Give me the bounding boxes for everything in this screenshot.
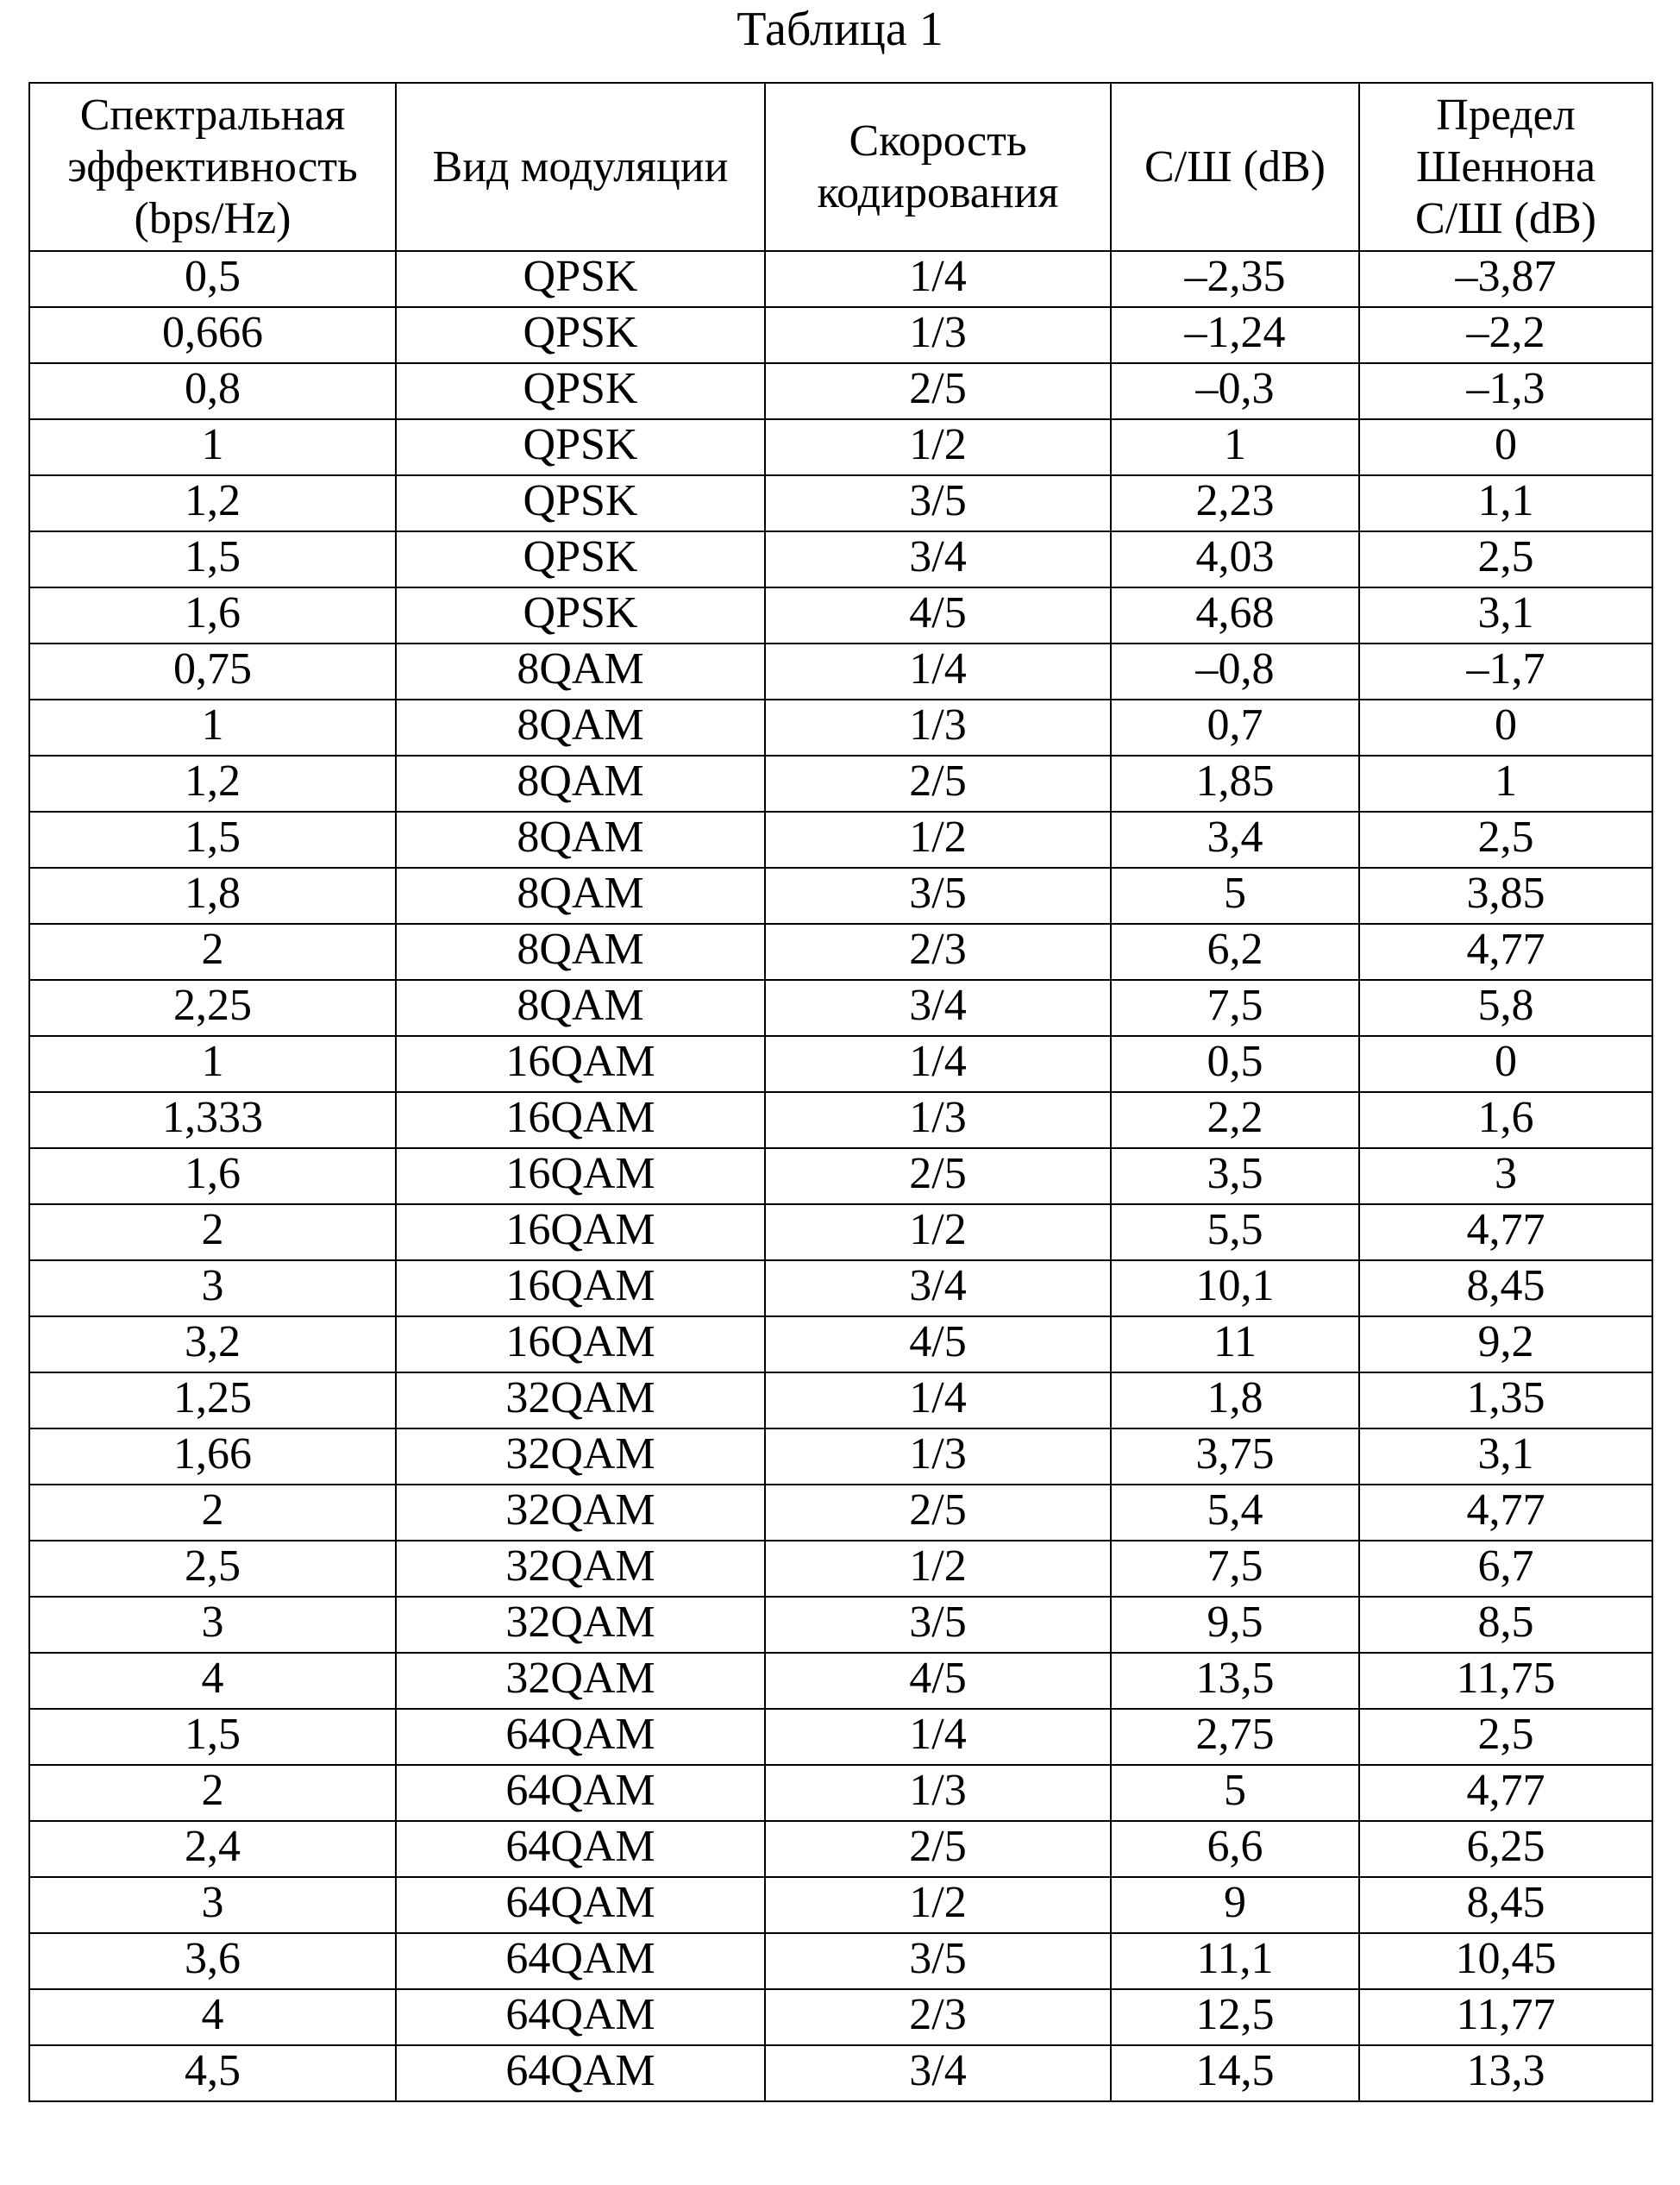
cell-spectral-efficiency: 1,25	[29, 1372, 396, 1428]
cell-spectral-efficiency: 0,8	[29, 363, 396, 419]
cell-shannon-limit: 0	[1359, 1036, 1652, 1092]
modulation-table	[28, 82, 1653, 2102]
cell-snr: 5,4	[1111, 1485, 1359, 1541]
table-row	[29, 419, 1652, 475]
header-line: Шеннона	[1415, 141, 1596, 192]
cell-spectral-efficiency: 0,75	[29, 644, 396, 700]
cell-snr: 13,5	[1111, 1653, 1359, 1709]
cell-modulation-type: 64QAM	[396, 1821, 765, 1877]
cell-shannon-limit: 3,85	[1359, 868, 1652, 924]
header-line: Вид модуляции	[432, 141, 729, 192]
cell-shannon-limit: 9,2	[1359, 1316, 1652, 1372]
cell-snr: 2,75	[1111, 1709, 1359, 1765]
cell-modulation-type: QPSK	[396, 363, 765, 419]
cell-code-rate: 2/5	[765, 1148, 1111, 1204]
table-row	[29, 1428, 1652, 1485]
cell-shannon-limit: 1,35	[1359, 1372, 1652, 1428]
cell-snr: –2,35	[1111, 251, 1359, 307]
cell-code-rate: 1/2	[765, 1204, 1111, 1260]
cell-snr: 3,4	[1111, 812, 1359, 868]
cell-shannon-limit: 10,45	[1359, 1933, 1652, 1989]
header-line: кодирования	[817, 167, 1059, 217]
cell-spectral-efficiency: 1,5	[29, 531, 396, 587]
table-row	[29, 251, 1652, 307]
cell-modulation-type: 32QAM	[396, 1372, 765, 1428]
table-row	[29, 531, 1652, 587]
cell-modulation-type: 8QAM	[396, 980, 765, 1036]
cell-modulation-type: 16QAM	[396, 1092, 765, 1148]
header-line: Предел	[1436, 90, 1576, 140]
cell-spectral-efficiency: 1	[29, 700, 396, 756]
cell-code-rate: 1/2	[765, 812, 1111, 868]
cell-modulation-type: QPSK	[396, 307, 765, 363]
cell-snr: 2,2	[1111, 1092, 1359, 1148]
table-row	[29, 980, 1652, 1036]
cell-spectral-efficiency: 3	[29, 1597, 396, 1653]
cell-spectral-efficiency: 2	[29, 1765, 396, 1821]
cell-snr: 5	[1111, 868, 1359, 924]
table-row	[29, 307, 1652, 363]
header-line: С/Ш (dB)	[1144, 141, 1326, 192]
cell-spectral-efficiency: 1,66	[29, 1428, 396, 1485]
cell-spectral-efficiency: 1,2	[29, 475, 396, 531]
cell-shannon-limit: –3,87	[1359, 251, 1652, 307]
cell-snr: 7,5	[1111, 980, 1359, 1036]
cell-snr: 5	[1111, 1765, 1359, 1821]
cell-code-rate: 1/3	[765, 1765, 1111, 1821]
cell-shannon-limit: 2,5	[1359, 1709, 1652, 1765]
cell-modulation-type: 64QAM	[396, 1989, 765, 2045]
cell-spectral-efficiency: 3	[29, 1877, 396, 1933]
cell-modulation-type: 32QAM	[396, 1485, 765, 1541]
cell-shannon-limit: 6,7	[1359, 1541, 1652, 1597]
table-row	[29, 1653, 1652, 1709]
cell-code-rate: 3/4	[765, 531, 1111, 587]
cell-snr: 5,5	[1111, 1204, 1359, 1260]
cell-code-rate: 3/4	[765, 1260, 1111, 1316]
cell-code-rate: 4/5	[765, 587, 1111, 644]
cell-code-rate: 3/5	[765, 868, 1111, 924]
cell-spectral-efficiency: 3,2	[29, 1316, 396, 1372]
cell-spectral-efficiency: 2	[29, 1204, 396, 1260]
cell-shannon-limit: –1,3	[1359, 363, 1652, 419]
cell-spectral-efficiency: 4	[29, 1989, 396, 2045]
cell-snr: –0,8	[1111, 644, 1359, 700]
table-row	[29, 644, 1652, 700]
cell-spectral-efficiency: 1,2	[29, 756, 396, 812]
cell-shannon-limit: 3,1	[1359, 587, 1652, 644]
cell-spectral-efficiency: 0,5	[29, 251, 396, 307]
cell-modulation-type: 8QAM	[396, 756, 765, 812]
cell-snr: 12,5	[1111, 1989, 1359, 2045]
table-row	[29, 1821, 1652, 1877]
cell-spectral-efficiency: 4	[29, 1653, 396, 1709]
cell-shannon-limit: 1,1	[1359, 475, 1652, 531]
cell-spectral-efficiency: 1,333	[29, 1092, 396, 1148]
table-row	[29, 868, 1652, 924]
cell-spectral-efficiency: 1,8	[29, 868, 396, 924]
cell-modulation-type: 16QAM	[396, 1260, 765, 1316]
cell-snr: 1,8	[1111, 1372, 1359, 1428]
header-line: Скорость	[849, 116, 1027, 166]
cell-snr: 6,6	[1111, 1821, 1359, 1877]
cell-snr: 14,5	[1111, 2045, 1359, 2101]
cell-snr: 6,2	[1111, 924, 1359, 980]
table-caption: Таблица 1	[737, 3, 943, 56]
cell-code-rate: 3/5	[765, 1933, 1111, 1989]
cell-shannon-limit: –1,7	[1359, 644, 1652, 700]
cell-modulation-type: 16QAM	[396, 1204, 765, 1260]
cell-shannon-limit: 2,5	[1359, 531, 1652, 587]
cell-snr: 11	[1111, 1316, 1359, 1372]
cell-modulation-type: QPSK	[396, 419, 765, 475]
cell-spectral-efficiency: 1,6	[29, 587, 396, 644]
table-row	[29, 1933, 1652, 1989]
cell-shannon-limit: 0	[1359, 419, 1652, 475]
cell-spectral-efficiency: 0,666	[29, 307, 396, 363]
table-row	[29, 1204, 1652, 1260]
cell-snr: 0,5	[1111, 1036, 1359, 1092]
cell-code-rate: 1/3	[765, 1092, 1111, 1148]
cell-modulation-type: 64QAM	[396, 1765, 765, 1821]
cell-snr: 9,5	[1111, 1597, 1359, 1653]
table-row	[29, 2045, 1652, 2101]
cell-shannon-limit: 1,6	[1359, 1092, 1652, 1148]
cell-code-rate: 2/5	[765, 363, 1111, 419]
cell-modulation-type: 16QAM	[396, 1316, 765, 1372]
cell-spectral-efficiency: 1,5	[29, 812, 396, 868]
table-row	[29, 1541, 1652, 1597]
cell-shannon-limit: 11,77	[1359, 1989, 1652, 2045]
table-row	[29, 924, 1652, 980]
header-code-rate	[765, 83, 1111, 251]
table-row	[29, 1316, 1652, 1372]
cell-spectral-efficiency: 2,5	[29, 1541, 396, 1597]
table-body	[29, 251, 1652, 2101]
cell-code-rate: 1/3	[765, 307, 1111, 363]
cell-code-rate: 1/3	[765, 1428, 1111, 1485]
cell-code-rate: 4/5	[765, 1653, 1111, 1709]
cell-spectral-efficiency: 3	[29, 1260, 396, 1316]
table-row	[29, 1148, 1652, 1204]
cell-snr: 10,1	[1111, 1260, 1359, 1316]
cell-shannon-limit: 3	[1359, 1148, 1652, 1204]
cell-code-rate: 3/5	[765, 475, 1111, 531]
header-shannon-limit	[1359, 83, 1652, 251]
cell-shannon-limit: 5,8	[1359, 980, 1652, 1036]
table-row	[29, 1092, 1652, 1148]
cell-modulation-type: 8QAM	[396, 700, 765, 756]
cell-shannon-limit: 4,77	[1359, 924, 1652, 980]
table-row	[29, 1877, 1652, 1933]
cell-code-rate: 3/5	[765, 1597, 1111, 1653]
cell-modulation-type: 32QAM	[396, 1428, 765, 1485]
cell-snr: 4,68	[1111, 587, 1359, 644]
cell-snr: 0,7	[1111, 700, 1359, 756]
table-row	[29, 812, 1652, 868]
cell-shannon-limit: 8,5	[1359, 1597, 1652, 1653]
header-line: (bps/Hz)	[134, 193, 291, 243]
cell-spectral-efficiency: 2,25	[29, 980, 396, 1036]
cell-modulation-type: QPSK	[396, 587, 765, 644]
cell-shannon-limit: 13,3	[1359, 2045, 1652, 2101]
cell-code-rate: 1/2	[765, 419, 1111, 475]
cell-modulation-type: 16QAM	[396, 1036, 765, 1092]
cell-snr: 1,85	[1111, 756, 1359, 812]
cell-code-rate: 1/4	[765, 251, 1111, 307]
cell-shannon-limit: 8,45	[1359, 1260, 1652, 1316]
cell-shannon-limit: 3,1	[1359, 1428, 1652, 1485]
table-header	[29, 83, 1652, 251]
cell-spectral-efficiency: 2	[29, 1485, 396, 1541]
cell-shannon-limit: 8,45	[1359, 1877, 1652, 1933]
cell-modulation-type: 32QAM	[396, 1597, 765, 1653]
cell-shannon-limit: 1	[1359, 756, 1652, 812]
table-row	[29, 700, 1652, 756]
cell-snr: 9	[1111, 1877, 1359, 1933]
cell-code-rate: 1/4	[765, 1372, 1111, 1428]
cell-modulation-type: QPSK	[396, 531, 765, 587]
cell-code-rate: 3/4	[765, 980, 1111, 1036]
cell-shannon-limit: 4,77	[1359, 1485, 1652, 1541]
cell-modulation-type: QPSK	[396, 251, 765, 307]
table-row	[29, 1260, 1652, 1316]
table-row	[29, 1036, 1652, 1092]
cell-code-rate: 2/5	[765, 1485, 1111, 1541]
cell-snr: –0,3	[1111, 363, 1359, 419]
table-row	[29, 1709, 1652, 1765]
cell-spectral-efficiency: 3,6	[29, 1933, 396, 1989]
cell-code-rate: 2/3	[765, 1989, 1111, 2045]
header-modulation-type	[396, 83, 765, 251]
cell-code-rate: 1/4	[765, 1709, 1111, 1765]
cell-code-rate: 4/5	[765, 1316, 1111, 1372]
header-line: эффективность	[67, 141, 358, 192]
table-row	[29, 1597, 1652, 1653]
cell-spectral-efficiency: 1,5	[29, 1709, 396, 1765]
cell-snr: 3,75	[1111, 1428, 1359, 1485]
cell-spectral-efficiency: 2,4	[29, 1821, 396, 1877]
cell-shannon-limit: 6,25	[1359, 1821, 1652, 1877]
cell-modulation-type: 8QAM	[396, 812, 765, 868]
cell-modulation-type: 64QAM	[396, 2045, 765, 2101]
header-spectral-efficiency	[29, 83, 396, 251]
table-row	[29, 1372, 1652, 1428]
cell-shannon-limit: 2,5	[1359, 812, 1652, 868]
cell-shannon-limit: 4,77	[1359, 1204, 1652, 1260]
cell-shannon-limit: 0	[1359, 700, 1652, 756]
cell-modulation-type: 32QAM	[396, 1541, 765, 1597]
cell-modulation-type: 32QAM	[396, 1653, 765, 1709]
cell-shannon-limit: 4,77	[1359, 1765, 1652, 1821]
cell-modulation-type: 64QAM	[396, 1933, 765, 1989]
cell-spectral-efficiency: 4,5	[29, 2045, 396, 2101]
table-row	[29, 587, 1652, 644]
cell-code-rate: 1/2	[765, 1541, 1111, 1597]
table-row	[29, 1485, 1652, 1541]
cell-modulation-type: 64QAM	[396, 1709, 765, 1765]
cell-modulation-type: 16QAM	[396, 1148, 765, 1204]
header-row	[29, 83, 1652, 251]
cell-spectral-efficiency: 2	[29, 924, 396, 980]
table-row	[29, 756, 1652, 812]
cell-modulation-type: 8QAM	[396, 644, 765, 700]
cell-snr: 1	[1111, 419, 1359, 475]
cell-spectral-efficiency: 1	[29, 419, 396, 475]
cell-code-rate: 1/2	[765, 1877, 1111, 1933]
cell-snr: 3,5	[1111, 1148, 1359, 1204]
table-row	[29, 363, 1652, 419]
cell-shannon-limit: 11,75	[1359, 1653, 1652, 1709]
cell-snr: –1,24	[1111, 307, 1359, 363]
cell-modulation-type: QPSK	[396, 475, 765, 531]
table-row	[29, 475, 1652, 531]
cell-shannon-limit: –2,2	[1359, 307, 1652, 363]
cell-modulation-type: 8QAM	[396, 924, 765, 980]
header-line: Спектральная	[79, 90, 346, 140]
cell-code-rate: 3/4	[765, 2045, 1111, 2101]
cell-snr: 7,5	[1111, 1541, 1359, 1597]
cell-code-rate: 1/4	[765, 1036, 1111, 1092]
cell-modulation-type: 8QAM	[396, 868, 765, 924]
table-row	[29, 1765, 1652, 1821]
header-line: С/Ш (dB)	[1415, 193, 1596, 243]
cell-modulation-type: 64QAM	[396, 1877, 765, 1933]
cell-code-rate: 1/3	[765, 700, 1111, 756]
cell-snr: 4,03	[1111, 531, 1359, 587]
cell-code-rate: 1/4	[765, 644, 1111, 700]
cell-spectral-efficiency: 1	[29, 1036, 396, 1092]
cell-snr: 2,23	[1111, 475, 1359, 531]
cell-spectral-efficiency: 1,6	[29, 1148, 396, 1204]
cell-code-rate: 2/5	[765, 756, 1111, 812]
table-row	[29, 1989, 1652, 2045]
cell-snr: 11,1	[1111, 1933, 1359, 1989]
cell-code-rate: 2/3	[765, 924, 1111, 980]
header-snr	[1111, 83, 1359, 251]
cell-code-rate: 2/5	[765, 1821, 1111, 1877]
